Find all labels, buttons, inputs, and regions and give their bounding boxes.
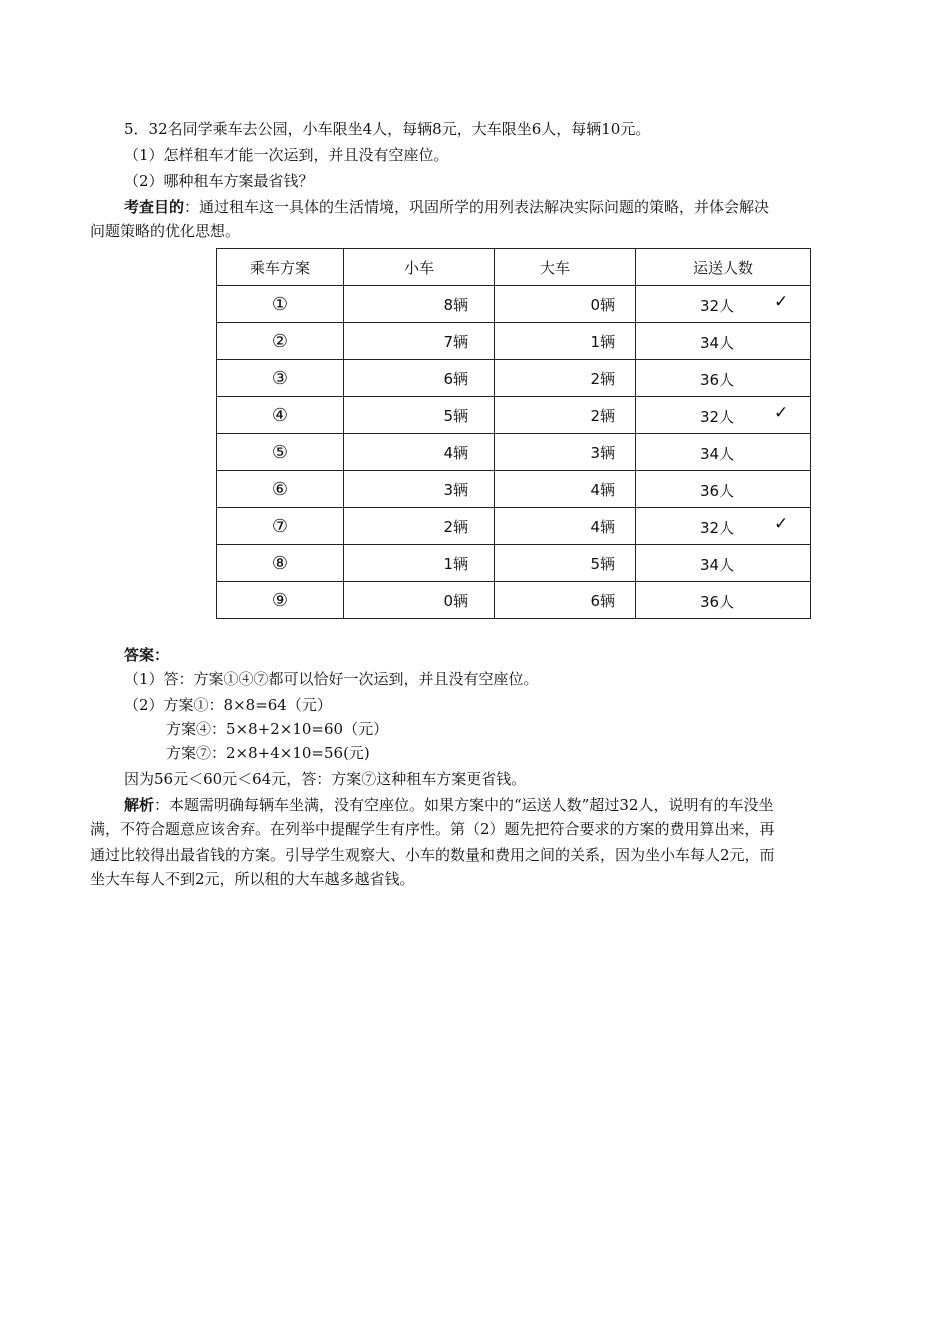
cell-plan: ④ — [217, 397, 344, 434]
cell-plan: ⑨ — [217, 582, 344, 619]
cell-big-car: 6辆 — [495, 582, 636, 619]
people-value: 36人 — [700, 482, 735, 500]
people-value: 36人 — [700, 371, 735, 389]
purpose-line-1 — [124, 196, 769, 218]
header-people: 运送人数 — [636, 249, 811, 286]
check-mark-icon: ✓ — [774, 514, 789, 534]
cell-big-car: 4辆 — [495, 508, 636, 545]
people-value: 34人 — [700, 445, 735, 463]
cell-plan: ⑥ — [217, 471, 344, 508]
cell-small-car: 7辆 — [344, 323, 495, 360]
cell-small-car: 1辆 — [344, 545, 495, 582]
cell-people — [636, 323, 811, 360]
cell-people — [636, 471, 811, 508]
cell-plan: ⑤ — [217, 434, 344, 471]
analysis-text-1: ：本题需明确每辆车坐满，没有空座位。如果方案中的“运送人数”超过32人，说明有的车没坐 — [154, 796, 774, 814]
analysis-line-2: 满，不符合题意应该舍弃。在列举中提醒学生有序性。第（2）题先把符合要求的方案的费用算出来，再 — [90, 820, 775, 838]
cell-people — [636, 286, 811, 323]
cell-plan: ① — [217, 286, 344, 323]
table-header-row — [217, 249, 811, 286]
question-part-1: （1）怎样租车才能一次运到，并且没有空座位。 — [124, 146, 449, 164]
purpose-label: 考查目的 — [124, 198, 185, 216]
answer-line-2: （2）方案①：8×8=64（元） — [124, 696, 332, 714]
cell-people — [636, 397, 811, 434]
cell-people — [636, 508, 811, 545]
purpose-line-2: 问题策略的优化思想。 — [90, 222, 241, 240]
cell-small-car: 0辆 — [344, 582, 495, 619]
answer-colon: ： — [154, 646, 170, 664]
header-plan: 乘车方案 — [217, 249, 344, 286]
cell-plan: ③ — [217, 360, 344, 397]
purpose-text-1: ：通过租车这一具体的生活情境，巩固所学的用列表法解决实际问题的策略，并体会解决 — [184, 198, 770, 216]
people-value: 32人 — [700, 519, 735, 537]
header-small-car: 小车 — [344, 249, 495, 286]
cell-small-car: 6辆 — [344, 360, 495, 397]
cell-big-car: 1辆 — [495, 323, 636, 360]
cell-big-car: 4辆 — [495, 471, 636, 508]
table-row — [217, 397, 811, 434]
analysis-line-3: 通过比较得出最省钱的方案。引导学生观察大、小车的数量和费用之间的关系，因为坐小车每人2元，而 — [90, 846, 775, 864]
people-value: 36人 — [700, 593, 735, 611]
table-row — [217, 582, 811, 619]
people-value: 34人 — [700, 334, 735, 352]
cell-people — [636, 360, 811, 397]
people-value: 32人 — [700, 408, 735, 426]
answer-line-5: 因为56元＜60元＜64元，答：方案⑦这种租车方案更省钱。 — [124, 770, 527, 788]
cell-people — [636, 582, 811, 619]
cell-small-car: 3辆 — [344, 471, 495, 508]
question-title: 5．32名同学乘车去公园，小车限坐4人，每辆8元，大车限坐6人，每辆10元。 — [124, 120, 651, 138]
cell-big-car: 2辆 — [495, 360, 636, 397]
answer-label: 答案 — [124, 646, 155, 664]
cell-big-car: 5辆 — [495, 545, 636, 582]
answer-heading — [124, 644, 169, 666]
table-row — [217, 434, 811, 471]
cell-big-car: 3辆 — [495, 434, 636, 471]
cell-small-car: 8辆 — [344, 286, 495, 323]
answer-line-1: （1）答：方案①④⑦都可以恰好一次运到，并且没有空座位。 — [124, 670, 539, 688]
question-part-2: （2）哪种租车方案最省钱？ — [124, 172, 314, 190]
cell-plan: ⑦ — [217, 508, 344, 545]
cell-small-car: 5辆 — [344, 397, 495, 434]
cell-plan: ⑧ — [217, 545, 344, 582]
cell-people — [636, 434, 811, 471]
plan-table — [216, 248, 811, 619]
table-row — [217, 508, 811, 545]
people-value: 32人 — [700, 297, 735, 315]
cell-people — [636, 545, 811, 582]
people-value: 34人 — [700, 556, 735, 574]
answer-line-4: 方案⑦：2×8+4×10=56(元) — [166, 744, 370, 762]
table-row — [217, 323, 811, 360]
cell-big-car: 2辆 — [495, 397, 636, 434]
check-mark-icon: ✓ — [774, 292, 789, 312]
header-big-car: 大车 — [495, 249, 636, 286]
cell-plan: ② — [217, 323, 344, 360]
analysis-label: 解析 — [124, 796, 155, 814]
answer-line-3: 方案④：5×8+2×10=60（元） — [166, 720, 389, 738]
table-row — [217, 360, 811, 397]
analysis-line-4: 坐大车每人不到2元，所以租的大车越多越省钱。 — [90, 870, 415, 888]
check-mark-icon: ✓ — [774, 403, 789, 423]
cell-small-car: 2辆 — [344, 508, 495, 545]
cell-big-car: 0辆 — [495, 286, 636, 323]
table-row — [217, 471, 811, 508]
cell-small-car: 4辆 — [344, 434, 495, 471]
table-row — [217, 286, 811, 323]
analysis-line-1 — [124, 794, 773, 816]
table-row — [217, 545, 811, 582]
